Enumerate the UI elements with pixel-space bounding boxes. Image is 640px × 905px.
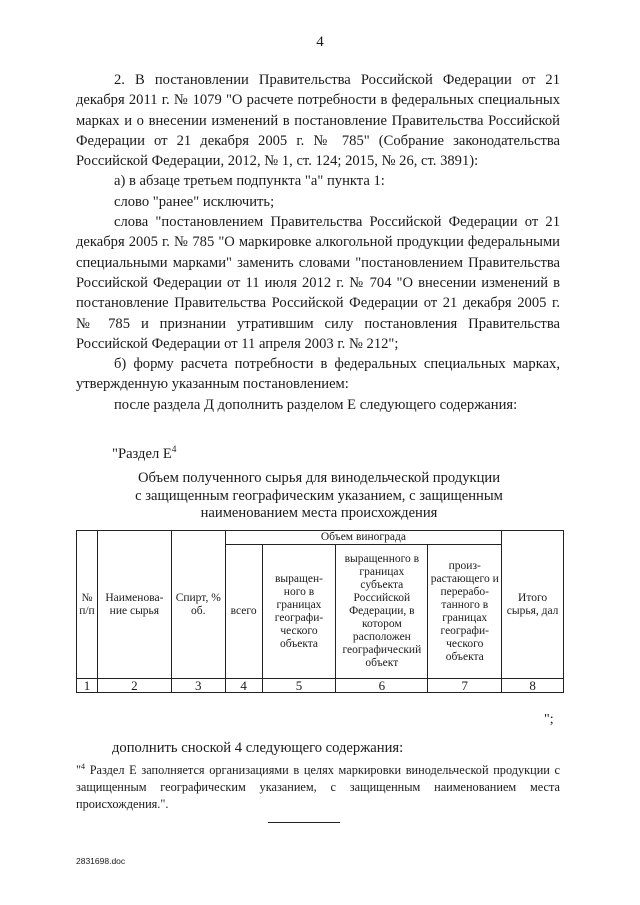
table-title-line: с защищенным географическим указанием, с защищенным xyxy=(135,487,503,504)
footnote-intro: дополнить сноской 4 следующего содержания: xyxy=(112,740,404,756)
header-total-raw: Итого сырья, дал xyxy=(502,531,564,679)
table-title-line: наименованием места происхождения xyxy=(200,505,438,521)
column-number: 4 xyxy=(225,679,262,693)
paragraph-item-a: а) в абзаце третьем подпункта "а" пункта 1: xyxy=(114,173,385,190)
column-number: 5 xyxy=(262,679,336,693)
header-grown-geo: выращен-ного в границах географи-ческого объекта xyxy=(262,545,336,679)
raw-material-table xyxy=(76,530,564,693)
column-number: 8 xyxy=(502,679,564,693)
paragraph-words-replacement: слова "постановлением Правительства Российской Федерации от 21 декабря 2005 г. № 785 "О маркировке алкогольной продукции федеральными специальными марками" заменить словами "постановлением Правительства Российской Федерации от 11 июля 2012 г. № 704 "О внесении изменений в постановление Правительства Российской Федерации от 21 декабря 2005 г. № 785 и признании утратившим силу постановления Правительства Российской Федерации от 11 апреля 2003 г. № 212"; xyxy=(76,214,560,352)
section-heading-footnote-mark: 4 xyxy=(171,444,177,454)
header-grown-processed: произ-растающего и перерабо-танного в границах географи-ческого объекта xyxy=(428,545,502,679)
header-grown-subject: выращенного в границах субъекта Российской Федерации, в котором расположен географический объект xyxy=(336,545,428,679)
header-grape-total: всего xyxy=(225,545,262,679)
column-number: 3 xyxy=(171,679,225,693)
table-title-line: Объем полученного сырья для винодельческой продукции xyxy=(137,470,501,486)
paragraph-add-section: после раздела Д дополнить разделом Е следующего содержания: xyxy=(114,396,518,413)
separator-rule xyxy=(268,822,340,823)
header-spirit: Спирт, % об. xyxy=(171,531,225,679)
header-raw-name: Наименова-ние сырья xyxy=(97,531,171,679)
paragraph-word-removal: слово "ранее" исключить; xyxy=(114,193,275,210)
footnote-text xyxy=(76,758,560,813)
paragraph-amendment-intro: 2. В постановлении Правительства Российской Федерации от 21 декабря 2011 г. № 1079 "О расчете потребности в федеральных специальных марках и о внесении изменений в постановление Правительства Российской Федерации от 21 декабря 2005 г. № 785" (Собрание законодательства Российской Федерации, 2012, № 1, ст. 124; 2015, № 26, ст. 3891): xyxy=(76,72,560,170)
column-number: 7 xyxy=(428,679,502,693)
page-number: 4 xyxy=(316,34,324,50)
column-number: 2 xyxy=(97,679,171,693)
section-heading-text: "Раздел Е xyxy=(112,445,172,462)
footnote-body: Раздел Е заполняется организациями в целях маркировки винодельческой продукции с защищенным географическим указанием, с защищенным наименованием места происхождения.". xyxy=(76,763,560,812)
header-num: № п/п xyxy=(77,531,98,679)
column-number: 6 xyxy=(336,679,428,693)
quote-close: "; xyxy=(544,712,554,727)
footnote-mark: 4 xyxy=(81,762,86,771)
paragraph-item-b: б) форму расчета потребности в федеральных специальных марках, утвержденную указанным постановлением: xyxy=(76,356,560,393)
footnote-open-quote: " xyxy=(76,763,82,778)
header-grape-volume: Объем винограда xyxy=(225,531,502,545)
table-title xyxy=(76,470,562,523)
section-heading xyxy=(112,444,176,463)
document-code: 2831698.doc xyxy=(76,856,126,866)
body-text xyxy=(76,70,560,415)
column-number: 1 xyxy=(77,679,98,693)
